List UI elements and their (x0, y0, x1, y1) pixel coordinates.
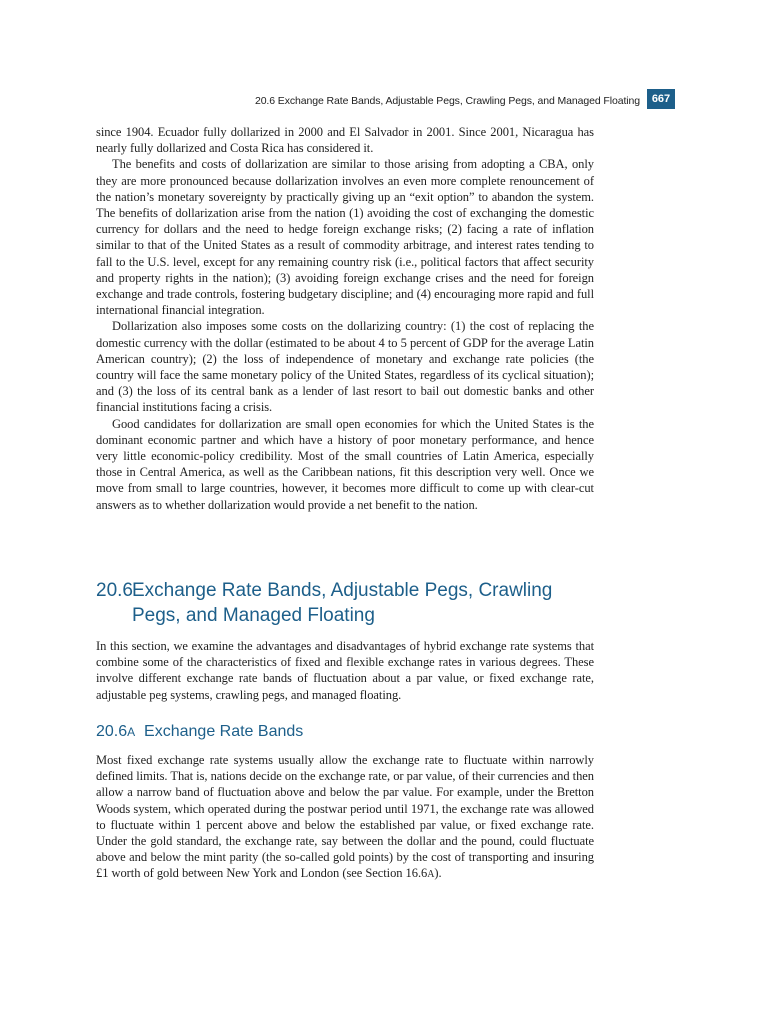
paragraph-bands (96, 752, 594, 884)
page-number: 667 (647, 89, 675, 109)
section-heading (96, 578, 616, 628)
subsection-title: Exchange Rate Bands (144, 723, 304, 740)
paragraph-bands-end: ). (434, 866, 442, 881)
running-head: 20.6 Exchange Rate Bands, Adjustable Pegs, Crawling Pegs, and Managed Floating (254, 95, 640, 107)
subsection-letter: A (127, 725, 136, 739)
paragraph-costs: Dollarization also imposes some costs on the dollarizing country: (1) the cost of replacing the domestic currency with the dollar (estimated to be about 4 to 5 percent of GDP for the average Latin American country); (2) the loss of independence of monetary and exchange rate policies (the country will face the same monetary policy of the United States, regardless of its cyclical situation); and (3) the loss of its central bank as a lender of last resort to bail out domestic banks and other financial institutions facing a crisis. (96, 319, 594, 415)
section-number: 20.6 (96, 580, 133, 601)
subsection-number: 20.6 (96, 723, 128, 740)
paragraph-benefits: The benefits and costs of dollarization are similar to those arising from adopting a CBA, only they are more pronounced because dollarization involves an even more complete renouncement of the nation’s monetary sovereignty by practically giving up an “exit option” to abandon the system. The benefits of dollarization arise from the nation (1) avoiding the cost of exchanging the domestic currency for dollars and the need to hedge foreign exchange risks; (2) facing a rate of inflation similar to that of the United States as a result of commodity arbitrage, and interest rates tending to fall to the U.S. level, except for any remaining country risk (i.e., political factors that affect security and property rights in the nation); (3) avoiding foreign exchange crises and the need for foreign exchange and trade controls, fostering budgetary discipline; and (4) encouraging more rapid and full international financial integration. (96, 157, 594, 318)
paragraph-continued: since 1904. Ecuador fully dollarized in 2000 and El Salvador in 2001. Since 2001, Nicaragua has nearly fully dollarized and Costa Rica has considered it. (96, 125, 594, 156)
section-title-line2: Pegs, and Managed Floating (132, 605, 375, 626)
section-intro-paragraph: In this section, we examine the advantages and disadvantages of hybrid exchange rate systems that combine some of the characteristics of fixed and flexible exchange rates in various degrees. These involve different exchange rate bands of fluctuation about a par value, or fixed exchange rate, adjustable peg systems, crawling pegs, and managed floating. (96, 639, 594, 702)
section-intro-block (96, 638, 594, 703)
paragraph-candidates: Good candidates for dollarization are small open economies for which the United States is the dominant economic partner and which have a history of poor monetary performance, and hence very little economic-policy credibility. Most of the small countries of Latin America, especially those in Central America, as well as the Caribbean nations, fit this description very well. Once we move from small to large countries, however, it becomes more difficult to come up with clear-cut answers as to whether dollarization would provide a net benefit to the nation. (96, 416, 594, 512)
top-text-block (96, 124, 594, 513)
subsection-text-block (96, 752, 594, 884)
section-title-line1: Exchange Rate Bands, Adjustable Pegs, Crawling (132, 580, 553, 601)
subsection-heading (96, 722, 303, 742)
section-ref-letter: A (427, 869, 435, 881)
paragraph-bands-text: Most fixed exchange rate systems usually allow the exchange rate to fluctuate within narrowly defined limits. That is, nations decide on the exchange rate, or par value, of their currencies and then allow a narrow band of fluctuation above and below the par value. For example, under the Bretton Woods system, which operated during the postwar period until 1971, the exchange rate was allowed to fluctuate within 1 percent above and below the established par value, or fixed exchange rate. Under the gold standard, the exchange rate, say between the dollar and the pound, could fluctuate above and below the mint parity (the so-called gold points) by the cost of transporting and insuring £1 worth of gold between New York and London (see Section 16.6 (96, 753, 594, 881)
